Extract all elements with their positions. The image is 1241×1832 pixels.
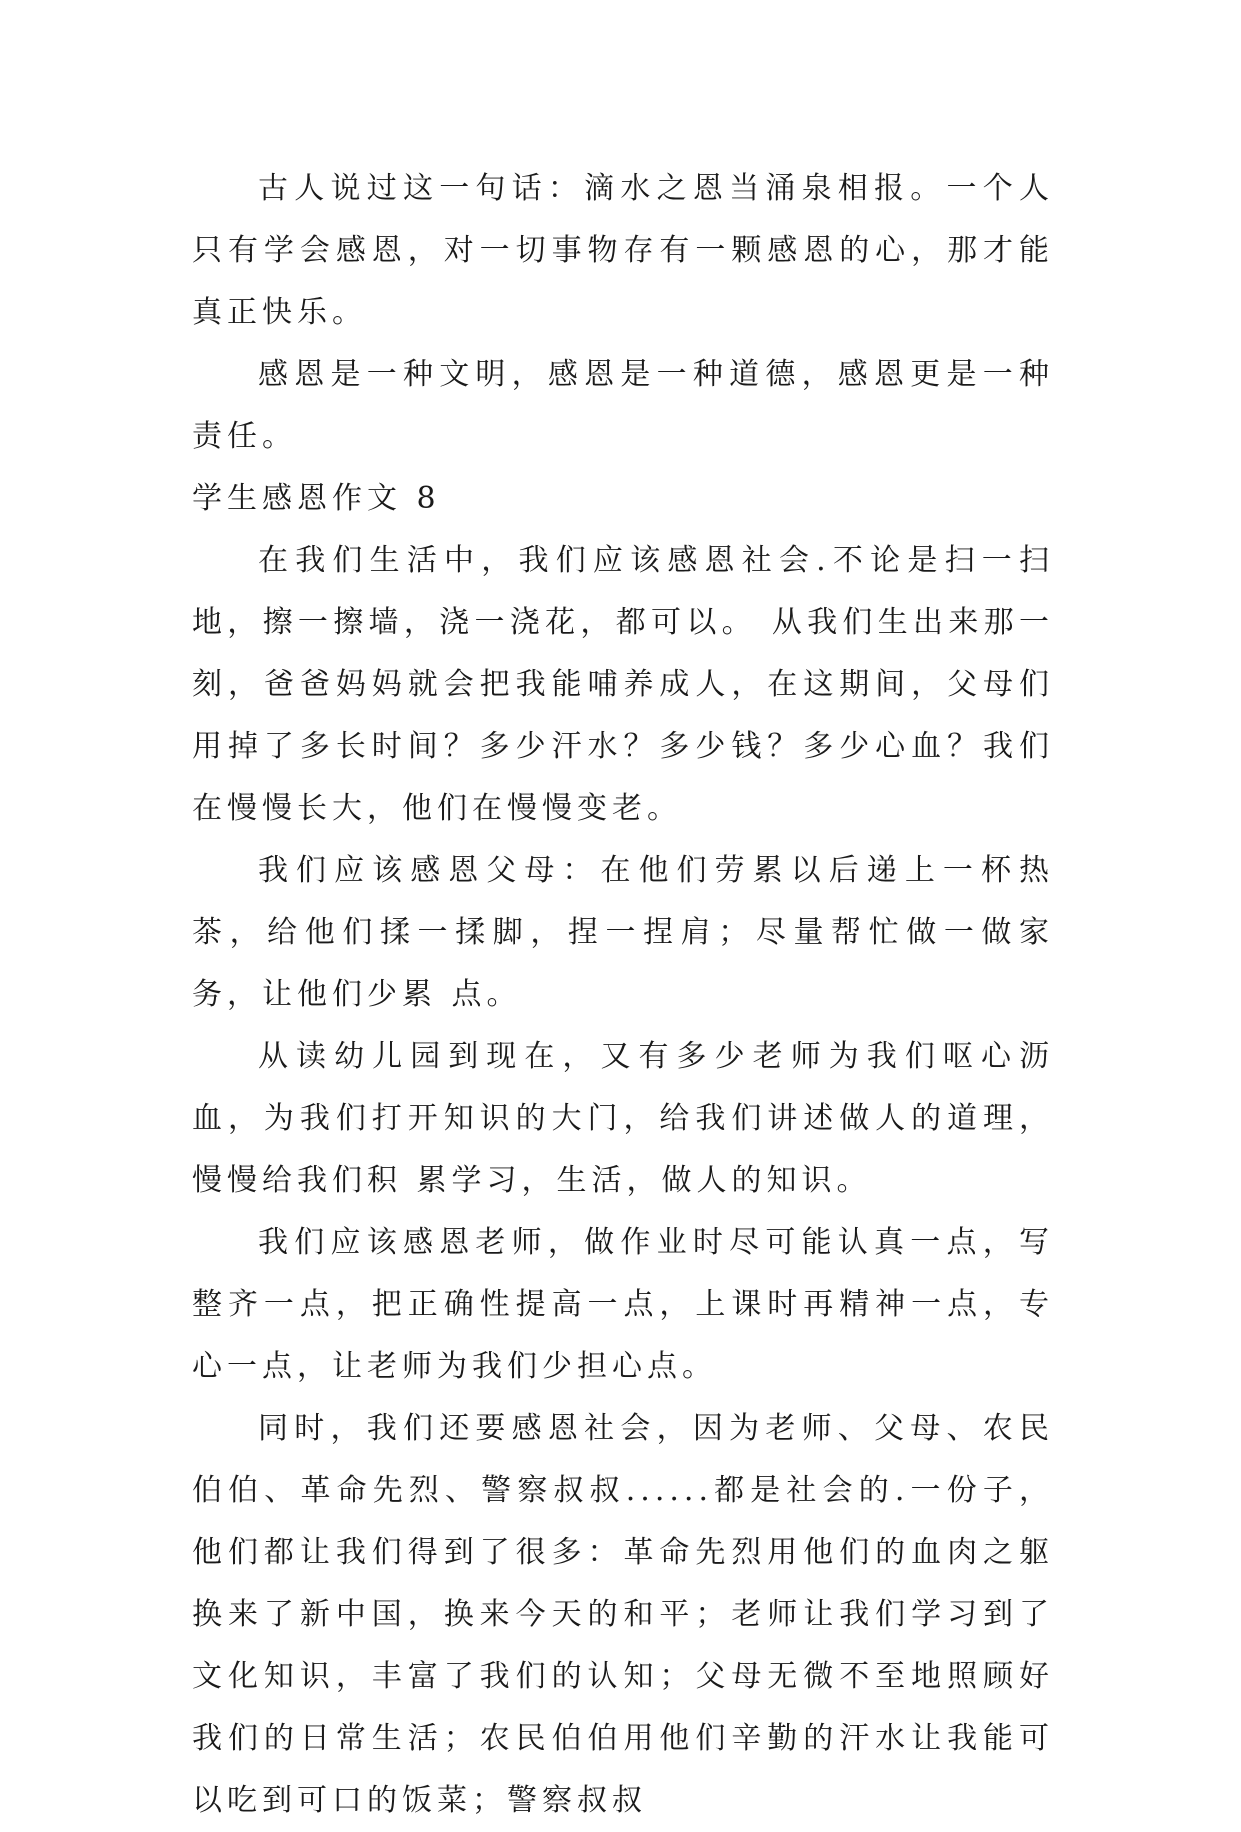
paragraph-6: 我们应该感恩老师，做作业时尽可能认真一点，写整齐一点，把正确性提高一点，上课时再精神一点，专心一点，让老师为我们少担心点。 xyxy=(192,1225,1054,1384)
paragraph-7: 同时，我们还要感恩社会，因为老师、父母、农民伯伯、革命先烈、警察叔叔......都是社会的.一份子，他们都让我们得到了很多：革命先烈用他们的血肉之躯换来了新中国，换来今天的和平；老师让我们学习到了文化知识，丰富了我们的认知；父母无微不至地照顾好我们的日常生活；农民伯伯用他们辛勤的汗水让我能可以吃到可口的饭菜；警察叔叔 xyxy=(192,1411,1054,1818)
paragraph-4: 我们应该感恩父母：在他们劳累以后递上一杯热茶，给他们揉一揉脚，捏一捏肩；尽量帮忙做一做家务，让他们少累 点。 xyxy=(192,853,1054,1012)
section-heading: 学生感恩作文 8 xyxy=(192,481,441,516)
document-body xyxy=(192,158,1054,1832)
paragraph-3: 在我们生活中，我们应该感恩社会.不论是扫一扫地，擦一擦墙，浇一浇花，都可以。 从我们生出来那一刻，爸爸妈妈就会把我能哺养成人，在这期间，父母们用掉了多长时间？多少汗水？多少钱？多少心血？我们在慢慢长大，他们在慢慢变老。 xyxy=(192,543,1054,826)
paragraph-1: 古人说过这一句话：滴水之恩当涌泉相报。一个人只有学会感恩，对一切事物存有一颗感恩的心，那才能真正快乐。 xyxy=(192,171,1054,330)
paragraph-5: 从读幼儿园到现在，又有多少老师为我们呕心沥血，为我们打开知识的大门，给我们讲述做人的道理，慢慢给我们积 累学习，生活，做人的知识。 xyxy=(192,1039,1054,1198)
paragraph-2: 感恩是一种文明，感恩是一种道德，感恩更是一种责任。 xyxy=(192,357,1054,454)
